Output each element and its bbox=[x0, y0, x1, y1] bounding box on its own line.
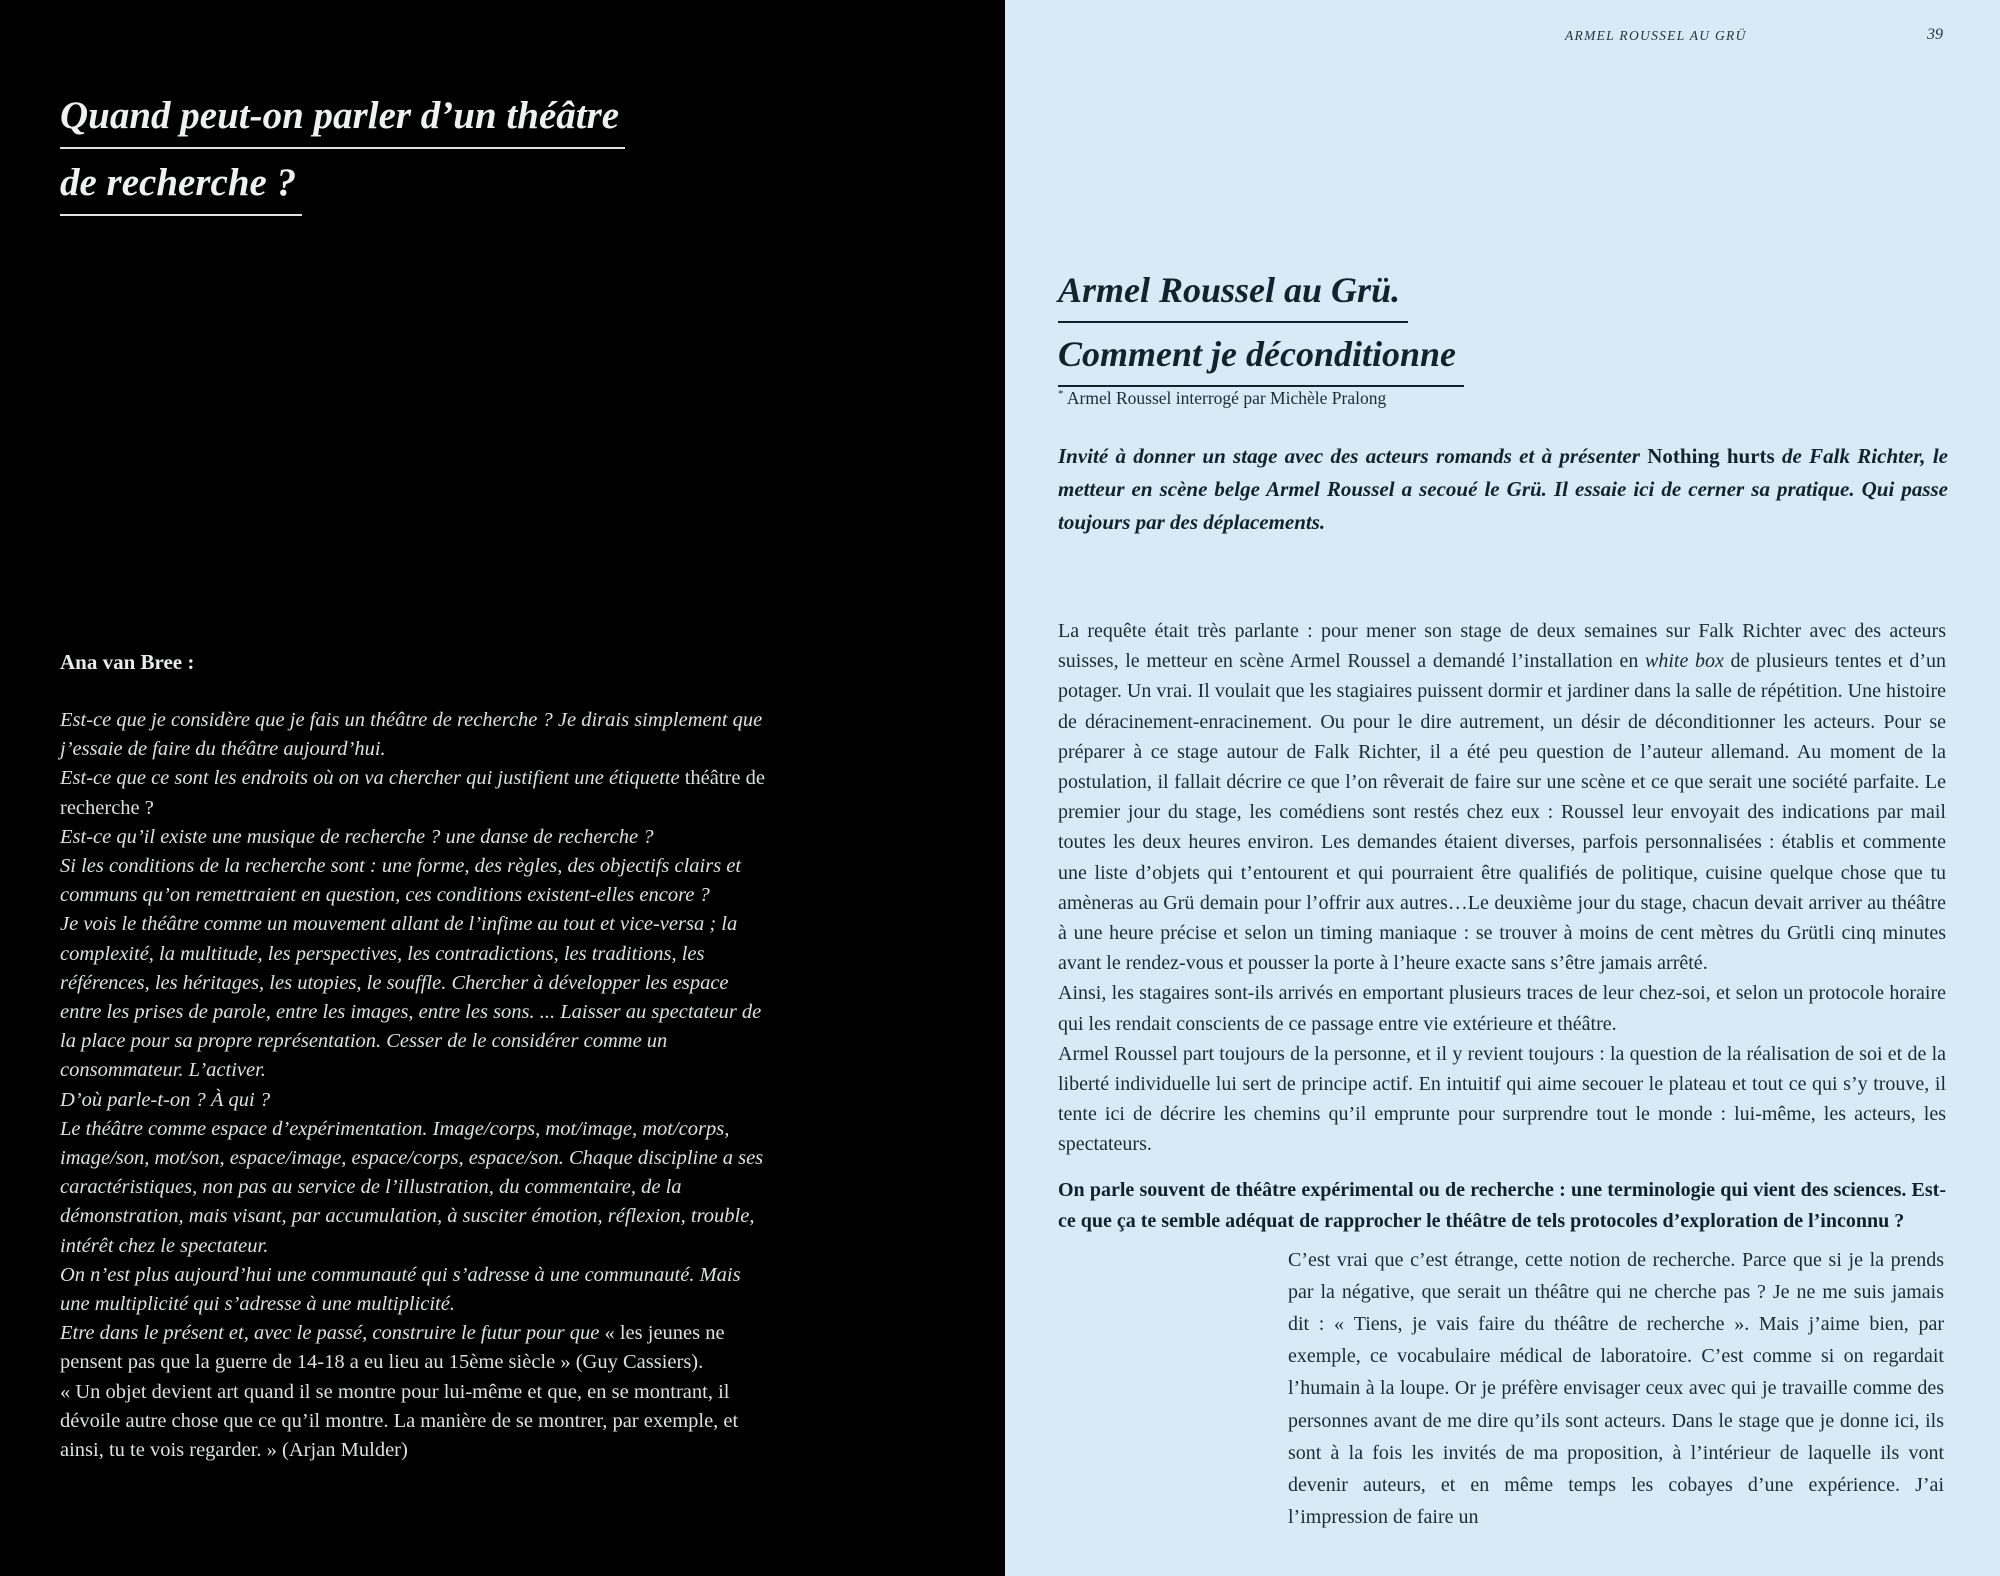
text-segment: On n’est plus aujourd’hui une communauté qui s’adresse à une communauté. Mais une multiplicité qui s’adresse à une multiplicité. bbox=[60, 1263, 741, 1316]
byline-text: Armel Roussel interrogé par Michèle Pralong bbox=[1063, 388, 1387, 408]
left-page-title bbox=[60, 96, 625, 230]
body-paragraph bbox=[1058, 1039, 1946, 1160]
page-number: 39 bbox=[1927, 26, 1943, 43]
text-segment: La requête était très parlante : pour mener son stage de deux semaines sur Falk Richter avec des acteurs suisses, le metteur en scène Armel Roussel a demandé l’installation en bbox=[1058, 620, 1946, 673]
byline-asterisk: * bbox=[1058, 388, 1064, 401]
left-paragraph bbox=[60, 910, 770, 1085]
text-segment: Est-ce que je considère que je fais un théâtre de recherche ? Je dirais simplement que j’essaie de faire du théâtre aujourd’hui. bbox=[60, 709, 763, 761]
text-segment: Nothing hurts bbox=[1647, 444, 1775, 468]
text-segment: Je vois le théâtre comme un mouvement allant de l’infime au tout et vice-versa ; la complexité, la multitude, les perspectives, les contradictions, les traditions, les références, les héritages, les utopies, le souffle. Chercher à développer les espace entre les prises de parole, entre les images, entre les sons. ... Laisser au spectateur de la place pour sa propre représentation. Cesser de le considérer comme un consommateur. L’activer. bbox=[60, 913, 762, 1082]
text-segment: Invité à donner un stage avec des acteurs romands et à présenter bbox=[1058, 444, 1648, 468]
left-paragraph bbox=[60, 764, 770, 822]
left-paragraph bbox=[60, 1115, 770, 1261]
left-paragraph bbox=[60, 1378, 770, 1466]
left-paragraph bbox=[60, 823, 770, 852]
article-title bbox=[1058, 272, 1464, 400]
speaker-name: Ana van Bree : bbox=[60, 650, 195, 674]
text-segment: « Un objet devient art quand il se montre pour lui-même et que, en se montrant, il dévoile autre chose que ce qu’il montre. La manière de se montrer, par exemple, et ainsi, tu te vois regarder. » (Arjan Mulder) bbox=[60, 1380, 739, 1462]
left-paragraph bbox=[60, 852, 770, 910]
text-segment: Etre dans le présent et, avec le passé, construire le futur pour que bbox=[60, 1322, 605, 1345]
text-segment: Ainsi, les stagaires sont-ils arrivés en emportant plusieurs traces de leur chez-soi, et selon un protocole horaire qui les rendait conscients de ce passage entre vie extérieure et théâtre. bbox=[1058, 982, 1946, 1035]
text-segment: D’où parle-t-on ? À qui ? bbox=[60, 1088, 271, 1111]
lede bbox=[1058, 440, 1948, 539]
article-title-line-2: Comment je déconditionne bbox=[1058, 336, 1464, 387]
text-segment: de Falk Richter, le metteur en scène belge Armel Roussel a secoué le Grü. Il essaie ici de cerner sa pratique. Qui passe toujours par des déplacements. bbox=[1058, 444, 1948, 534]
text-segment: Armel Roussel part toujours de la personne, et il y revient toujours : la question de la réalisation de soi et de la liberté individuelle lui sert de principe actif. En intuitif qui aime secouer le plateau et tout ce qui s’y trouve, il tente ici de décrire les chemins qu’il emprunte pour surprendre tout le monde : lui-même, les acteurs, les spectateurs. bbox=[1058, 1042, 1946, 1156]
text-segment: Est-ce qu’il existe une musique de recherche ? une danse de recherche ? bbox=[60, 825, 654, 848]
text-segment: Est-ce que ce sont les endroits où on va chercher qui justifient une étiquette bbox=[60, 767, 685, 790]
article-title-line-1: Armel Roussel au Grü. bbox=[1058, 272, 1408, 323]
left-paragraph bbox=[60, 1086, 770, 1115]
interview-answer: C’est vrai que c’est étrange, cette notion de recherche. Parce que si je la prends par la négative, que serait un théâtre qui ne cherche pas ? Je ne me suis jamais dit : « Tiens, je vais faire du théâtre de recherche ». Mais j’aime bien, par exemple, ce vocabulaire médical de laboratoire. C’est comme si on regardait l’humain à la loupe. Or je préfère envisager ceux avec qui je travaille comme des personnes avant de me dire qu’ils sont acteurs. Dans le stage que je donne ici, ils sont à la fois les invités de ma proposition, à l’intérieur de laquelle ils vont devenir auteurs, et en même temps les cobayes d’une expérience. J’ai l’impression de faire un bbox=[1288, 1248, 1944, 1529]
text-segment: « les jeunes ne pensent pas que la guerre de 14-18 a eu lieu au 15ème siècle » (Guy Cassiers). bbox=[60, 1322, 725, 1374]
left-paragraph bbox=[60, 1261, 770, 1319]
body-paragraph bbox=[1058, 616, 1946, 978]
running-head: ARMEL ROUSSEL AU GRÜ bbox=[1565, 28, 1747, 43]
text-segment: théâtre de recherche ? bbox=[60, 767, 765, 819]
body-paragraph bbox=[1058, 978, 1946, 1038]
left-text-block bbox=[60, 706, 770, 1465]
text-segment: de plusieurs tentes et d’un potager. Un vrai. Il voulait que les stagiaires puissent dormir et jardiner dans la salle de répétition. Une histoire de déracinement-enracinement. Ou pour le dire autrement, un désir de déconditionner les acteurs. Pour se préparer à ce stage autour de Falk Richter, il a été peu question de l’auteur allemand. Au moment de la postulation, il fallait décrire ce que l’on rêverait de faire sur une scène et ce que serait une société parfaite. Le premier jour du stage, les comédiens sont restés chez eux : Roussel leur envoyait des indications par mail toutes les deux heures environ. Les demandes étaient diverses, parfois personnalisées : établis et commente une liste d’objets qui t’entourent et qui pourraient être qualifiés de politique, cuisine quelque chose que tu amèneras au Grü demain pour l’offrir aux autres…Le deuxième jour du stage, chacun devait arriver au théâtre à une heure précise et selon un timing maniaque : se trouver à moins de cent mètres du Grütli cinq minutes avant le rendez-vous et pousser la porte à l’heure exacte sans s’être jamais arrêté. bbox=[1058, 650, 1946, 975]
left-paragraph bbox=[60, 706, 770, 764]
text-segment: white box bbox=[1644, 650, 1724, 673]
left-title-line-2: de recherche ? bbox=[60, 163, 302, 216]
interview-question: On parle souvent de théâtre expérimental ou de recherche : une terminologie qui vient des sciences. Est-ce que ça te semble adéquat de rapprocher le théâtre de tels protocoles d’exploration de l’inconnu ? bbox=[1058, 1178, 1946, 1232]
byline bbox=[1058, 388, 1386, 409]
left-title-line-1: Quand peut-on parler d’un théâtre bbox=[60, 96, 625, 149]
text-segment: Si les conditions de la recherche sont : une forme, des règles, des objectifs clairs et communs qu’on remettraient en question, ces conditions existent-elles encore ? bbox=[60, 855, 742, 907]
left-paragraph bbox=[60, 1319, 770, 1377]
right-page bbox=[1005, 0, 2000, 1576]
text-segment: Le théâtre comme espace d’expérimentation. Image/corps, mot/image, mot/corps, image/son, mot/son, espace/image, espace/corps, espace/son. Chaque discipline a ses caractéristiques, non pas au service de l’illustration, du commentaire, de la démonstration, mais visant, par accumulation, à susciter émotion, réflexion, trouble, intérêt chez le spectateur. bbox=[60, 1117, 764, 1257]
article-body bbox=[1058, 616, 1946, 1533]
